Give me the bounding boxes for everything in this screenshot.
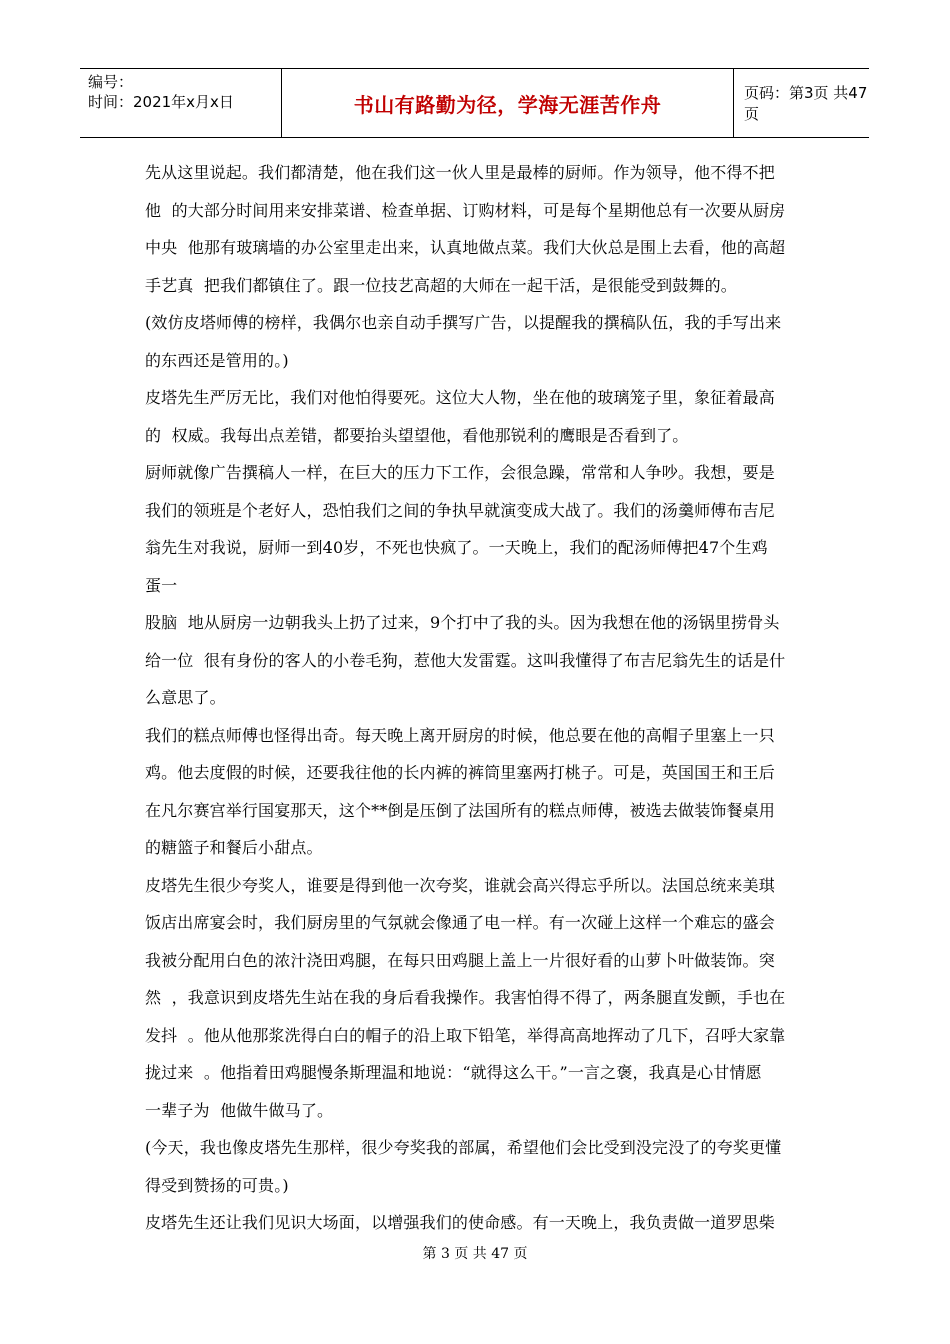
- text-line: 厨师就像广告撰稿人一样，在巨大的压力下工作，会很急躁，常常和人争吵。我想，要是: [145, 463, 775, 482]
- text-line: 发抖 。他从他那浆洗得白白的帽子的沿上取下铅笔，举得高高地挥动了几下，召呼大家靠: [145, 1025, 786, 1045]
- page-footer: 第 3 页 共 47 页: [422, 1246, 528, 1262]
- text-line: 的东西还是管用的。): [145, 350, 289, 370]
- text-line: 我们的糕点师傅也怪得出奇。每天晚上离开厨房的时候，他总要在他的高帽子里塞上一只: [145, 725, 775, 745]
- header-page-cell: [734, 69, 869, 137]
- text-line: 拢过来 。他指着田鸡腿慢条斯理温和地说：“就得这么干。”一言之褒，我真是心甘情愿: [145, 1063, 762, 1082]
- page-header: [80, 68, 869, 138]
- text-line: 给一位 很有身份的客人的小卷毛狗，惹他大发雷霆。这叫我懂得了布吉尼翁先生的话是什: [145, 650, 786, 670]
- text-line: 鸡。他去度假的时候，还要我往他的长内裤的裤筒里塞两打桃子。可是，英国国王和王后: [145, 763, 775, 782]
- text-line: 先从这里说起。我们都清楚，他在我们这一伙人里是最棒的厨师。作为领导，他不得不把: [145, 163, 775, 182]
- text-line: 么意思了。: [145, 688, 226, 707]
- text-line: (今天，我也像皮塔先生那样，很少夸奖我的部属，希望他们会比受到没完没了的夸奖更懂: [145, 1138, 782, 1157]
- text-line: 中央 他那有玻璃墙的办公室里走出来，认真地做点菜。我们大伙总是围上去看，他的高超: [145, 238, 786, 257]
- text-line: 饭店出席宴会时，我们厨房里的气氛就会像通了电一样。有一次碰上这样一个难忘的盛会: [145, 913, 775, 932]
- text-line: 皮塔先生很少夸奖人，谁要是得到他一次夸奖，谁就会高兴得忘乎所以。法国总统来美琪: [145, 875, 775, 895]
- document-number-label: 编号：: [88, 73, 134, 91]
- text-line: 他 的大部分时间用来安排菜谱、检查单据、订购材料，可是每个星期他总有一次要从厨房: [145, 200, 786, 220]
- text-line: 我被分配用白色的浓汁浇田鸡腿，在每只田鸡腿上盖上一片很好看的山萝卜叶做装饰。突: [145, 950, 775, 970]
- text-line: 得受到赞扬的可贵。): [145, 1175, 289, 1195]
- body-text: [145, 154, 810, 1242]
- text-line: 蛋一: [145, 575, 178, 595]
- text-line: 的 权威。我每出点差错，都要抬头望望他，看他那锐利的鹰眼是否看到了。: [145, 425, 689, 445]
- document-time-label: 时间：2021年x月x日: [88, 93, 234, 111]
- text-line: 我们的领班是个老好人，恐怕我们之间的争执早就演变成大战了。我们的汤羹师傅布吉尼: [145, 500, 775, 520]
- text-line: 手艺真 把我们都镇住了。跟一位技艺高超的大师在一起干活，是很能受到鼓舞的。: [145, 275, 737, 295]
- text-line: 翁先生对我说，厨师一到40岁，不死也快疯了。一天晚上，我们的配汤师傅把47个生鸡: [145, 538, 768, 557]
- text-line: 皮塔先生还让我们见识大场面，以增强我们的使命感。有一天晚上，我负责做一道罗思柴: [145, 1213, 775, 1232]
- text-line: 在凡尔赛宫举行国宴那天，这个**倒是压倒了法国所有的糕点师傅，被选去做装饰餐桌用: [145, 800, 776, 820]
- page-info-text: 页码：第3页 共47页: [744, 84, 868, 123]
- text-line: 皮塔先生严厉无比，我们对他怕得要死。这位大人物，坐在他的玻璃笼子里，象征着最高: [145, 388, 775, 407]
- text-line: 一辈子为 他做牛做马了。: [145, 1100, 334, 1120]
- text-line: (效仿皮塔师傅的榜样，我偶尔也亲自动手撰写广告，以提醒我的撰稿队伍，我的手写出来: [145, 313, 782, 332]
- text-line: 股脑 地从厨房一边朝我头上扔了过来，9个打中了我的头。因为我想在他的汤锅里捞骨头: [145, 613, 780, 632]
- header-motto-cell: [282, 69, 734, 137]
- motto-text: 书山有路勤为径，学海无涯苦作舟: [353, 92, 662, 117]
- text-line: 的糖篮子和餐后小甜点。: [145, 838, 323, 857]
- text-line: 然 ，我意识到皮塔先生站在我的身后看我操作。我害怕得不得了，两条腿直发颤，手也在: [145, 988, 786, 1007]
- header-meta-cell: [80, 69, 282, 137]
